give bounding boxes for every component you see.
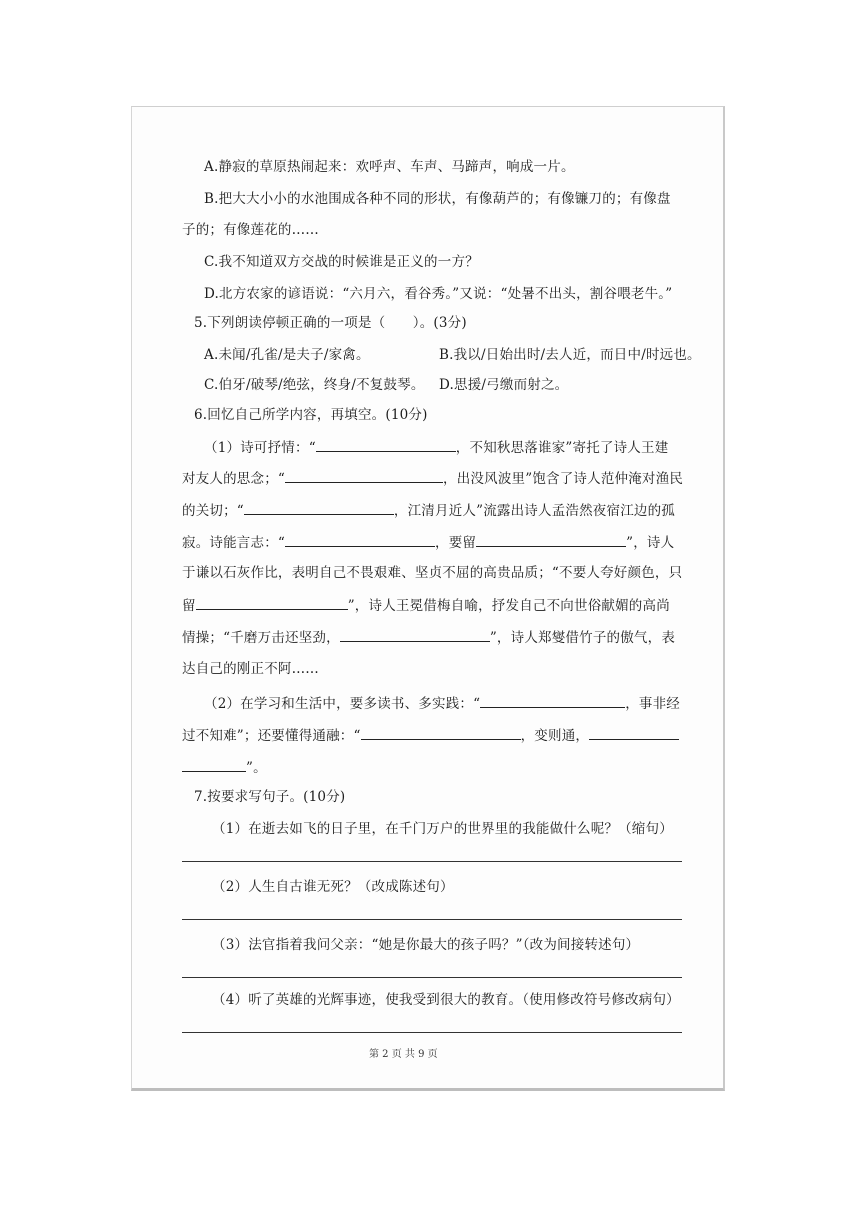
q4-option-a: A.静寂的草原热闹起来：欢呼声、车声、马蹄声，响成一片。 <box>204 159 575 175</box>
q7-sentence-4: （4）听了英雄的光辉事迹，使我受到很大的教育。（使用修改符号修改病句） <box>212 992 680 1008</box>
q4-option-b-line2: 子的；有像莲花的…… <box>182 222 319 238</box>
q6-p1-line5: 于谦以石灰作比，表明自己不畏艰难、坚贞不屈的高贵品质；“不要人夸好颜色，只 <box>182 565 683 581</box>
q6-p1-line3 <box>182 500 675 521</box>
q6-text: ，江清月近人”流露出诗人孟浩然夜宿江边的孤 <box>393 503 676 519</box>
answer-line-1[interactable] <box>182 861 682 862</box>
q6-text: ，变则通， <box>520 728 590 744</box>
q6-p1-line7 <box>182 627 675 648</box>
fill-blank[interactable] <box>316 437 456 452</box>
fill-blank[interactable] <box>589 725 679 740</box>
q6-text: 的关切；“ <box>182 503 244 519</box>
q5-option-d: D.思援/弓缴而射之。 <box>439 377 569 393</box>
q6-text: 情操；“千磨万击还坚劲， <box>182 630 340 646</box>
q4-option-c: C.我不知道双方交战的时候谁是正义的一方？ <box>204 254 479 270</box>
q4-option-b-line1: B.把大大小小的水池围成各种不同的形状，有像葫芦的；有像镰刀的；有像盘 <box>204 191 671 207</box>
q6-p2-line3 <box>182 757 267 778</box>
fill-blank[interactable] <box>340 627 490 642</box>
q6-text: （2）在学习和生活中，要多读书、多实践：“ <box>204 696 481 712</box>
q5-option-a: A.未闻/孔雀/是夫子/家禽。 <box>204 347 370 363</box>
answer-line-3[interactable] <box>182 977 682 978</box>
page-number-footer: 第 2 页 共 9 页 <box>369 1049 438 1060</box>
q6-p1-line2 <box>182 468 683 489</box>
fill-blank[interactable] <box>285 532 435 547</box>
q6-text: ，事非经 <box>625 696 681 712</box>
q6-p1-line1 <box>204 437 668 458</box>
q6-p1-line8: 达自己的刚正不阿…… <box>182 661 319 677</box>
q5-option-c: C.伯牙/破琴/绝弦，终身/不复鼓琴。 <box>204 377 425 393</box>
q6-p2-line2 <box>182 725 679 746</box>
q7-sentence-1: （1）在逝去如飞的日子里，在千门万户的世界里的我能做什么呢？（缩句） <box>212 821 673 837</box>
q6-p2-line1 <box>204 693 680 714</box>
q7-stem: 7.按要求写句子。(10分) <box>194 789 346 805</box>
fill-blank[interactable] <box>285 468 443 483</box>
q6-text: ，不知秋思落谁家”寄托了诗人王建 <box>455 440 669 456</box>
q4-option-d: D.北方农家的谚语说：“六月六，看谷秀。”又说：“处暑不出头，割谷喂老牛。” <box>204 286 673 302</box>
fill-blank[interactable] <box>196 595 348 610</box>
fill-blank[interactable] <box>480 693 625 708</box>
q5-option-b: B.我以/日始出时/去人近，而日中/时远也。 <box>439 347 701 363</box>
q6-text: 对友人的思念；“ <box>182 471 286 487</box>
exam-page <box>131 106 725 1091</box>
fill-blank[interactable] <box>361 725 521 740</box>
q6-text: ，出没风波里”饱含了诗人范仲淹对渔民 <box>443 471 684 487</box>
answer-line-2[interactable] <box>182 919 682 920</box>
fill-blank[interactable] <box>182 757 246 772</box>
q6-text: ”。 <box>246 760 267 776</box>
q5-stem: 5.下列朗读停顿正确的一项是（ ）。(3分) <box>194 315 467 331</box>
q6-text: ”，诗人郑燮借竹子的傲气，表 <box>489 630 676 646</box>
q6-stem: 6.回忆自己所学内容，再填空。(10分) <box>194 407 428 423</box>
fill-blank[interactable] <box>476 532 626 547</box>
q7-sentence-3: （3）法官指着我问父亲：“她是你最大的孩子吗？”（改为间接转述句） <box>212 937 640 953</box>
q7-sentence-2: （2）人生自古谁无死？（改成陈述句） <box>212 879 454 895</box>
q6-text: 寂。诗能言志：“ <box>182 535 286 551</box>
q6-p1-line6 <box>182 595 670 616</box>
q6-text: （1）诗可抒情：“ <box>204 440 316 456</box>
answer-line-4[interactable] <box>182 1032 682 1033</box>
q6-text: ”，诗人 <box>626 535 675 551</box>
q6-text: 过不知难”；还要懂得通融：“ <box>182 728 361 744</box>
q6-text: 留 <box>182 598 196 614</box>
q6-text: ，要留 <box>435 535 477 551</box>
fill-blank[interactable] <box>244 500 394 515</box>
q6-text: ”，诗人王冕借梅自喻，抒发自己不向世俗献媚的高尚 <box>347 598 670 614</box>
q6-p1-line4 <box>182 532 674 553</box>
